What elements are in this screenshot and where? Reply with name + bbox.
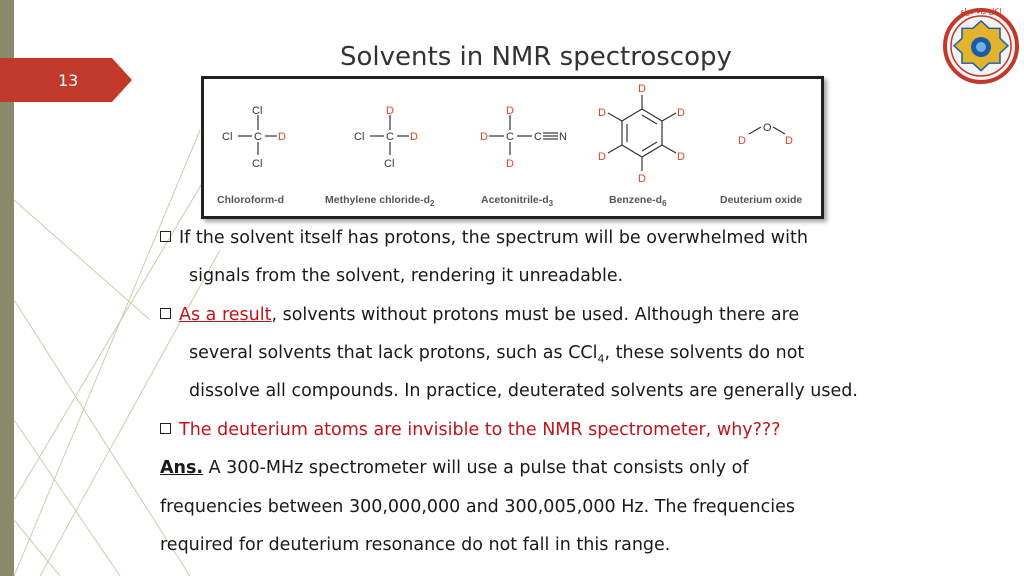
solvent-captions (217, 194, 802, 208)
svg-text:Cl: Cl (222, 131, 233, 143)
caption-methylene-chloride: Methylene chloride-$d_2$ (325, 194, 435, 208)
svg-text:D: D (278, 131, 286, 143)
university-logo (940, 2, 1022, 84)
svg-text:Cl: Cl (252, 105, 263, 117)
svg-text:D: D (785, 135, 793, 147)
caption-chloroform: Chloroform-d (217, 194, 285, 206)
black-atom-labels (222, 105, 772, 170)
checkbox-bullet-icon (160, 231, 171, 242)
bullet-3-question: The deuterium atoms are invisible to the NMR spectrometer, why??? (160, 420, 960, 440)
svg-text:D: D (598, 107, 606, 119)
svg-text:D: D (738, 135, 746, 147)
caption-acetonitrile: Acetonitrile-$d_3$ (481, 194, 554, 208)
svg-text:D: D (638, 173, 646, 185)
logo-text: لكل داء دواء (960, 7, 1002, 16)
slide-title: Solvents in NMR spectroscopy (340, 42, 732, 72)
bullet-2-line-1: As a result, solvents without protons must be used. Although there are (160, 305, 960, 325)
answer-line-3: required for deuterium resonance do not fall in this range. (160, 535, 671, 555)
svg-text:D: D (506, 158, 514, 170)
solvent-structures-figure (201, 76, 824, 219)
bullet-1-line-2: signals from the solvent, rendering it unreadable. (189, 266, 624, 286)
as-a-result-link: As a result (179, 305, 272, 325)
checkbox-bullet-icon (160, 423, 171, 434)
structures-drawing (204, 79, 821, 216)
slide-number: 13 (58, 71, 79, 90)
caption-deuterium-oxide: Deuterium oxide (720, 194, 803, 206)
svg-text:D: D (677, 107, 685, 119)
svg-text:Cl: Cl (252, 158, 263, 170)
svg-text:D: D (410, 131, 418, 143)
svg-text:N: N (559, 131, 567, 143)
answer-line-1: Ans. A 300-MHz spectrometer will use a pulse that consists only of (160, 458, 749, 478)
svg-text:C: C (534, 131, 542, 143)
checkbox-bullet-icon (160, 308, 171, 319)
svg-text:C: C (386, 131, 394, 143)
svg-text:C: C (254, 131, 262, 143)
svg-text:D: D (598, 151, 606, 163)
svg-text:O: O (763, 122, 772, 134)
svg-text:Cl: Cl (354, 131, 365, 143)
bullet-2-line-3: dissolve all compounds. In practice, deuterated solvents are generally used. (189, 381, 858, 401)
svg-text:D: D (386, 105, 394, 117)
svg-text:D: D (638, 83, 646, 95)
svg-text:C: C (506, 131, 514, 143)
svg-text:D: D (506, 105, 514, 117)
bullet-1-line-1: If the solvent itself has protons, the spectrum will be overwhelmed with (160, 228, 960, 248)
answer-line-2: frequencies between 300,000,000 and 300,005,000 Hz. The frequencies (160, 497, 795, 517)
svg-text:D: D (677, 151, 685, 163)
svg-text:D: D (480, 131, 488, 143)
answer-label: Ans. (160, 458, 204, 478)
bullet-2-line-2: several solvents that lack protons, such as CCl$_4$, these solvents do not (189, 343, 805, 366)
svg-text:Cl: Cl (384, 158, 395, 170)
caption-benzene: Benzene-$d_6$ (609, 194, 667, 208)
